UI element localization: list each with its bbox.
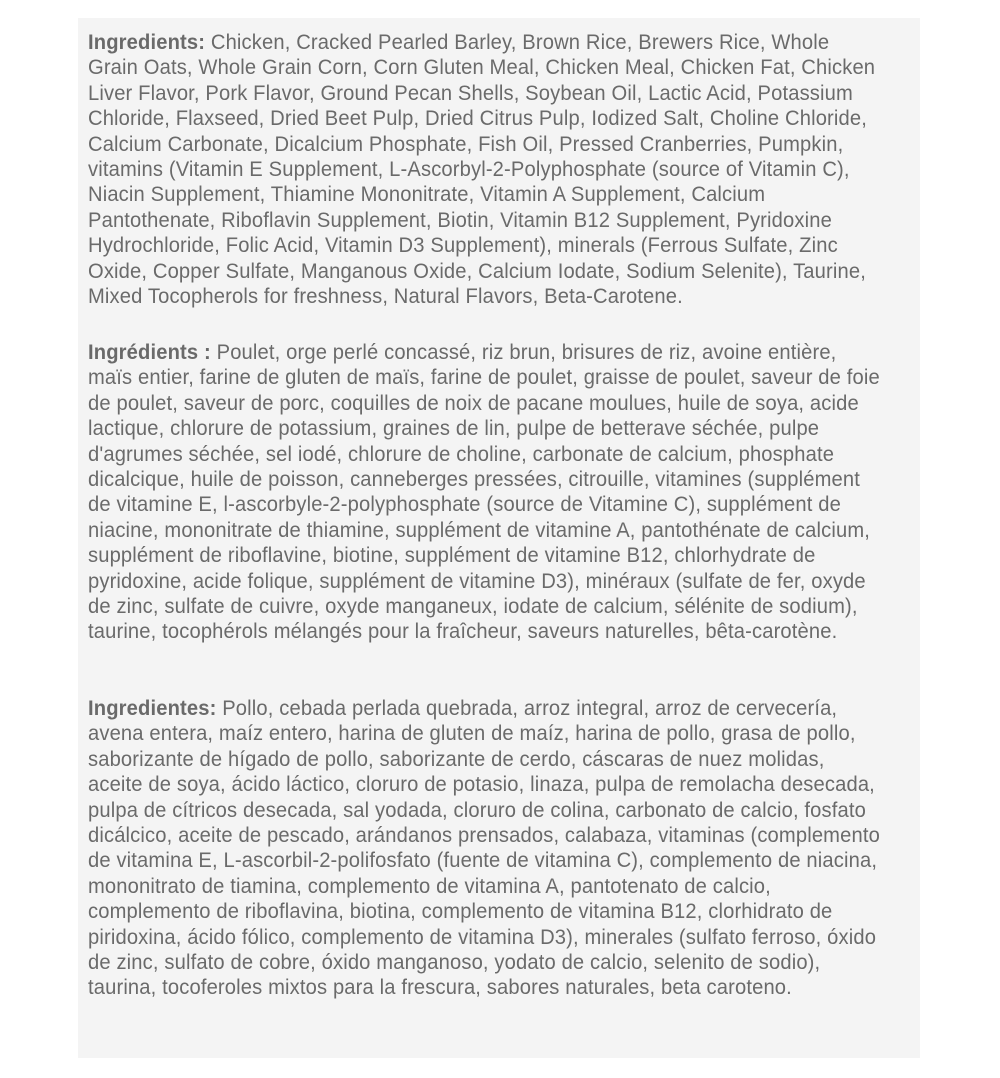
ingredients-text-spanish: Pollo, cebada perlada quebrada, arroz integral, arroz de cervecería, avena entera, maíz entero, harina de gluten de maíz, harina de pollo, grasa de pollo, saborizante de hígado de pollo, saborizante de cerdo, cáscaras de nuez molidas, aceite de soya, ácido láctico, cloruro de potasio, linaza, pulpa de remolacha desecada, pulpa de cítricos desecada, sal yodada, cloruro de colina, carbonato de calcio, fosfato dicálcico, aceite de pescado, arándanos prensados, calabaza, vitaminas (complemento de vitamina E, L-ascorbil-2-polifosfato (fuente de vitamina C), complemento de niacina, mononitrato de tiamina, complemento de vitamina A, pantotenato de calcio, complemento de riboflavina, biotina, complemento de vitamina B12, clorhidrato de piridoxina, ácido fólico, complemento de vitamina D3), minerales (sulfato ferroso, óxido de zinc, sulfato de cobre, óxido manganoso, yodato de calcio, selenito de sodio), taurina, tocoferoles mixtos para la frescura, sabores naturales, beta caroteno.	[88, 697, 880, 1000]
ingredients-text-french: Poulet, orge perlé concassé, riz brun, brisures de riz, avoine entière, maïs entier, farine de gluten de maïs, farine de poulet, graisse de poulet, saveur de foie de poulet, saveur de porc, coquilles de noix de pacane moulues, huile de soya, acide lactique, chlorure de potassium, graines de lin, pulpe de betterave séchée, pulpe d'agrumes séchée, sel iodé, chlorure de choline, carbonate de calcium, phosphate dicalcique, huile de poisson, canneberges pressées, citrouille, vitamines (supplément de vitamine E, l-ascorbyle-2-polyphosphate (source de Vitamine C), supplément de niacine, mononitrate de thiamine, supplément de vitamine A, pantothénate de calcium, supplément de riboflavine, biotine, supplément de vitamine B12, chlorhydrate de pyridoxine, acide folique, supplément de vitamine D3), minéraux (sulfate de fer, oxyde de zinc, sulfate de cuivre, oxyde manganeux, iodate de calcium, sélénite de sodium), taurine, tocophérols mélangés pour la fraîcheur, saveurs naturelles, bêta-carotène.	[88, 341, 880, 644]
ingredients-section-spanish	[88, 696, 881, 1001]
ingredients-section-french	[88, 340, 881, 645]
ingredients-label-panel	[78, 18, 920, 1058]
ingredients-heading-spanish: Ingredientes:	[88, 697, 217, 720]
ingredients-heading-english: Ingredients:	[88, 31, 206, 54]
ingredients-heading-french: Ingrédients :	[88, 341, 211, 364]
ingredients-text-english: Chicken, Cracked Pearled Barley, Brown Rice, Brewers Rice, Whole Grain Oats, Whole Grain Corn, Corn Gluten Meal, Chicken Meal, Chicken Fat, Chicken Liver Flavor, Pork Flavor, Ground Pecan Shells, Soybean Oil, Lactic Acid, Potassium Chloride, Flaxseed, Dried Beet Pulp, Dried Citrus Pulp, Iodized Salt, Choline Chloride, Calcium Carbonate, Dicalcium Phosphate, Fish Oil, Pressed Cranberries, Pumpkin, vitamins (Vitamin E Supplement, L-Ascorbyl-2-Polyphosphate (source of Vitamin C), Niacin Supplement, Thiamine Mononitrate, Vitamin A Supplement, Calcium Pantothenate, Riboflavin Supplement, Biotin, Vitamin B12 Supplement, Pyridoxine Hydrochloride, Folic Acid, Vitamin D3 Supplement), minerals (Ferrous Sulfate, Zinc Oxide, Copper Sulfate, Manganous Oxide, Calcium Iodate, Sodium Selenite), Taurine, Mixed Tocopherols for freshness, Natural Flavors, Beta-Carotene.	[88, 31, 876, 309]
ingredients-section-english	[88, 30, 881, 330]
